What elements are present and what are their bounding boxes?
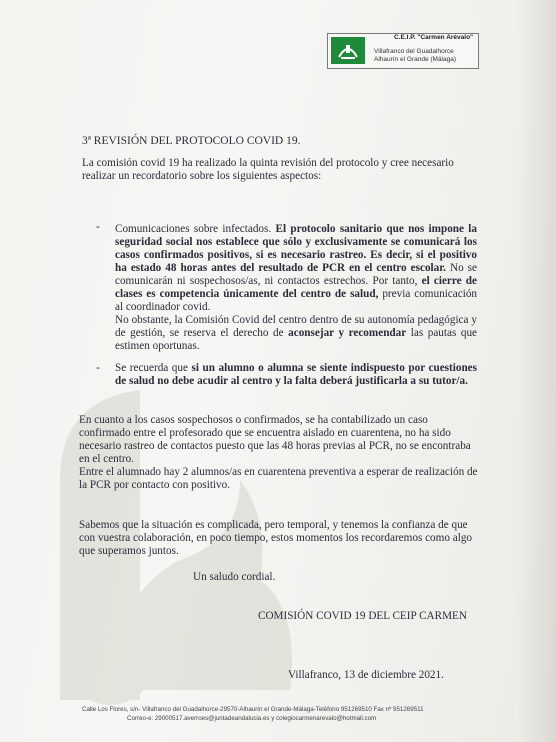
school-logo-box (327, 33, 479, 69)
junta-andalucia-logo-icon (331, 37, 365, 64)
school-address-line1: Villafranco del Guadalhorce (374, 48, 454, 55)
school-name: C.E.I.P. "Carmen Arévalo" (394, 34, 474, 41)
bullet1-bold: el cierre de clases es competencia únicamente del centro de salud, (115, 275, 477, 300)
message-paragraph: Sabemos que la situación es complicada, pero temporal, y tenemos la confianza de que con vuestra colaboración, en poco tiempo, estos momentos los recordaremos como algo que superamos juntos. (79, 519, 473, 557)
cases-text: En cuanto a los casos sospechosos o confirmados, se ha contabilizado un caso confirmado entre el profesorado que se encuentra aislado en cuarentena, no ha sido necesario rastreo de contactos puesto que las 48 horas previas al PCR, no se encontraba en el centro. (79, 414, 471, 465)
bullet1-text: Comunicaciones sobre infectados. (115, 223, 276, 235)
bullet1-bold: aconsejar y recomendar (288, 327, 407, 339)
bullet1-bold: El protocolo sanitario que nos impone la seguridad social nos establece que sólo y exclusivamente se comunicará los casos confirmados positivos, si es necesario rastreo. Es decir, si el positivo ha estado 48 horas antes del resultado de PCR en el centro escolar. (115, 223, 477, 274)
bullet1-text: previa comunicación al coordinador covid. (115, 288, 478, 313)
bullet2-bold: si un alumno o alumna se siente indispuesto por cuestiones de salud no debe acudir al centro y la falta deberá justificarla a su tutor/a. (115, 362, 477, 387)
cases-text: Entre el alumnado hay 2 alumnos/as en cuarentena preventiva a esperar de realización de la PCR por contacto con positivo. (79, 466, 478, 491)
bullet-absence (115, 362, 477, 388)
school-address-line2: Alhaurín el Grande (Málaga) (374, 56, 457, 63)
bullet1-text: No obstante, la Comisión Covid del centro dentro de su autonomía pedagógica y de gestión, se reserva el derecho de (115, 314, 477, 339)
document-date: Villafranco, 13 de diciembre 2021. (288, 669, 444, 681)
bullet-dash: - (96, 221, 100, 233)
closing-greeting: Un saludo cordial. (193, 571, 276, 583)
intro-paragraph: La comisión covid 19 ha realizado la quinta revisión del protocolo y cree necesario realizar un recordatorio sobre los siguientes aspectos: (82, 157, 454, 182)
footer-email: Correo-e: 29000517.averroes@juntadeandalucia.es y colegiocarmenarevalo@hotmail.com (127, 715, 377, 722)
footer-address: Calle Los Flores, s/n- Villafranco del Guadalhorce-29570-Alhaurín el Grande-Málaga-Teléfono 951269510 Fax nº 951269511 (82, 706, 424, 713)
bullet1-text: No se comunicarán ni sospechosos/as, ni contactos estrechos. Por tanto, (115, 262, 477, 287)
bullet1-text: las pautas que estimen oportunas. (115, 327, 478, 352)
bullet2-text: Se recuerda que (115, 362, 192, 374)
bullet-dash: - (96, 362, 100, 374)
signature: COMISIÓN COVID 19 DEL CEIP CARMEN (258, 610, 467, 622)
page-shadow (516, 0, 556, 742)
document-title: 3ª REVISIÓN DEL PROTOCOLO COVID 19. (82, 135, 301, 147)
bullet-infections (115, 223, 477, 353)
cases-paragraph (79, 414, 479, 492)
